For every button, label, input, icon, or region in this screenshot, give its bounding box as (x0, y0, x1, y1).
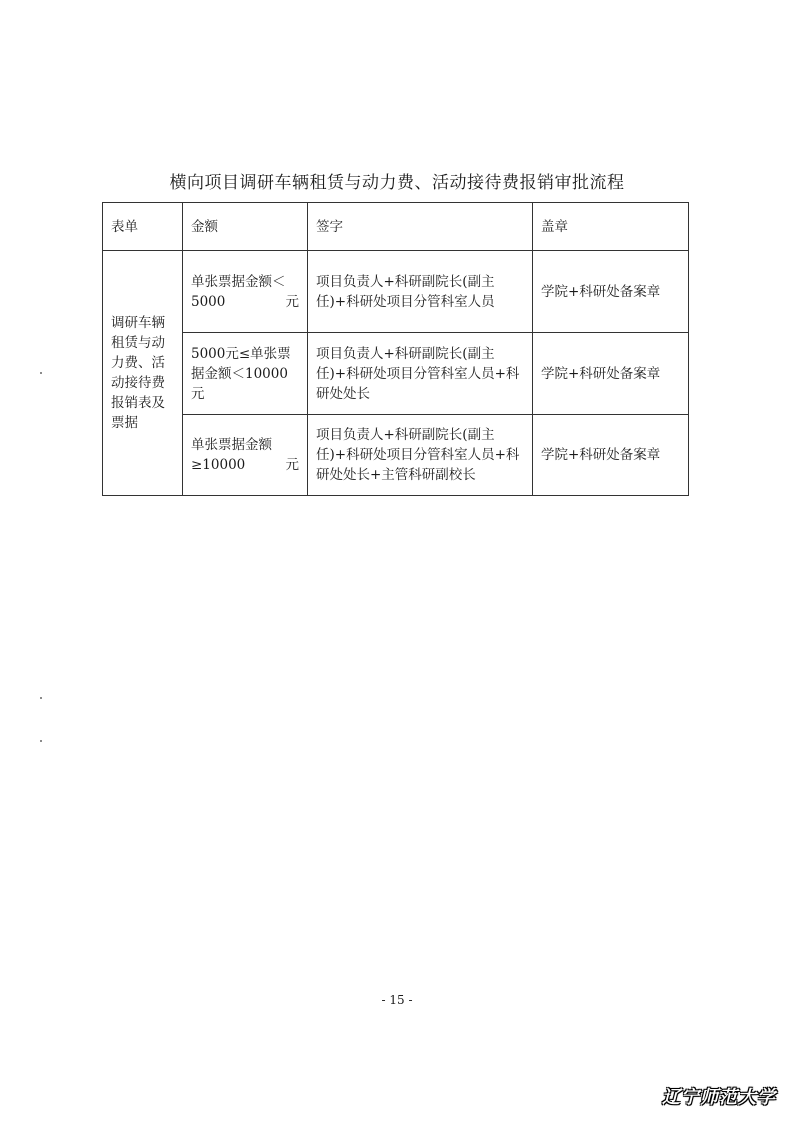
seal-cell: 学院+科研处备案章 (533, 251, 689, 333)
form-cell: 调研车辆租赁与动力费、活动接待费报销表及票据 (103, 251, 183, 496)
table-row (103, 333, 689, 415)
document-title: 横向项目调研车辆租赁与动力费、活动接待费报销审批流程 (169, 173, 625, 193)
scan-speck (40, 372, 42, 374)
signature-cell: 项目负责人+科研副院长(副主任)+科研处项目分管科室人员+科研处处长 (308, 333, 533, 415)
header-form: 表单 (103, 203, 183, 251)
header-seal: 盖章 (533, 203, 689, 251)
page-number: - 15 - (381, 993, 413, 1007)
amount-cell: 5000元≤单张票据金额＜10000元 (183, 333, 308, 415)
header-signature: 签字 (308, 203, 533, 251)
amount-cell: 单张票据金额＜5000元 (183, 251, 308, 333)
seal-cell: 学院+科研处备案章 (533, 333, 689, 415)
table-row (103, 415, 689, 496)
amount-cell: 单张票据金额≥10000元 (183, 415, 308, 496)
approval-flow-table (102, 202, 689, 496)
table-row (103, 251, 689, 333)
table-header-row (103, 203, 689, 251)
scan-speck (40, 740, 42, 742)
seal-cell: 学院+科研处备案章 (533, 415, 689, 496)
scan-speck (40, 697, 42, 699)
signature-cell: 项目负责人+科研副院长(副主任)+科研处项目分管科室人员 (308, 251, 533, 333)
header-amount: 金额 (183, 203, 308, 251)
signature-cell: 项目负责人+科研副院长(副主任)+科研处项目分管科室人员+科研处处长+主管科研副校长 (308, 415, 533, 496)
university-watermark: 辽宁师范大学 (662, 1087, 776, 1108)
